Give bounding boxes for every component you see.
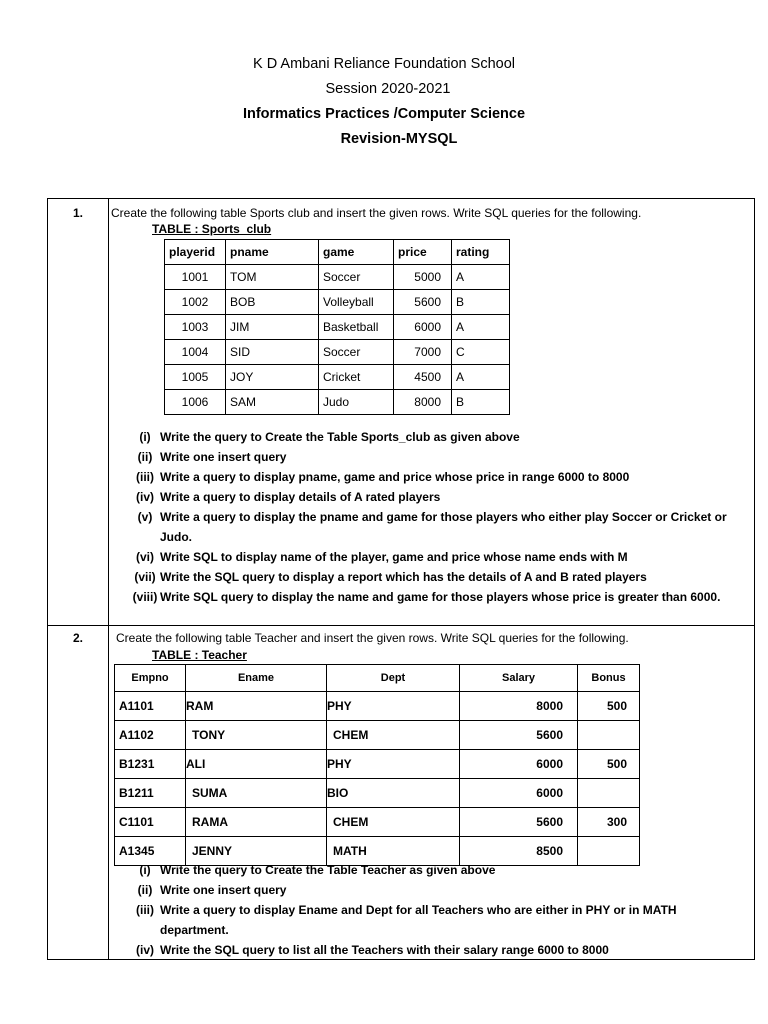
table-cell: 4500 xyxy=(394,365,452,390)
list-item xyxy=(132,587,752,607)
table-row xyxy=(115,721,640,750)
table-cell: CHEM xyxy=(327,808,460,837)
sports-club-table-label: TABLE : Sports_club xyxy=(152,222,272,236)
table-row xyxy=(115,750,640,779)
question-1-number: 1. xyxy=(72,206,83,220)
table-cell: 1006 xyxy=(165,390,226,415)
table-cell: 1004 xyxy=(165,340,226,365)
table-cell: BOB xyxy=(226,290,319,315)
table-cell: RAM xyxy=(186,692,327,721)
column-header: price xyxy=(394,240,452,265)
item-text: Write one insert query xyxy=(160,450,287,464)
table-cell: 8000 xyxy=(460,692,578,721)
table-cell: SID xyxy=(226,340,319,365)
table-cell: Cricket xyxy=(319,365,394,390)
list-item xyxy=(132,427,752,447)
table-header-row xyxy=(115,665,640,692)
item-text: Write SQL query to display the name and game for those players whose price is greater than 6000. xyxy=(160,590,721,604)
table-cell: SUMA xyxy=(186,779,327,808)
table-cell: A1345 xyxy=(115,837,186,866)
table-row xyxy=(115,808,640,837)
table-cell: 300 xyxy=(578,808,640,837)
question-2-number: 2. xyxy=(72,631,83,645)
table-cell: 1002 xyxy=(165,290,226,315)
table-cell: JENNY xyxy=(186,837,327,866)
table-cell: 1005 xyxy=(165,365,226,390)
table-cell: RAMA xyxy=(186,808,327,837)
table-cell: JIM xyxy=(226,315,319,340)
item-number: (i) xyxy=(139,430,151,444)
table-row xyxy=(165,340,510,365)
question-1-intro: Create the following table Sports club and insert the given rows. Write SQL queries for the following. xyxy=(111,206,642,220)
table-cell: C1101 xyxy=(115,808,186,837)
table-cell: PHY xyxy=(327,692,460,721)
item-number: (v) xyxy=(137,510,153,524)
table-cell: ALI xyxy=(186,750,327,779)
table-cell: 8500 xyxy=(460,837,578,866)
subject-line: Informatics Practices /Computer Science xyxy=(242,106,526,122)
item-number: (iii) xyxy=(136,470,154,484)
table-row xyxy=(165,315,510,340)
table-row xyxy=(165,290,510,315)
table-cell: Soccer xyxy=(319,265,394,290)
item-text: Write a query to display details of A rated players xyxy=(160,490,441,504)
table-cell: 500 xyxy=(578,750,640,779)
list-item xyxy=(132,860,752,880)
item-text: Write a query to display pname, game and price whose price in range 6000 to 8000 xyxy=(160,470,630,484)
list-item xyxy=(132,567,752,587)
column-header: rating xyxy=(452,240,510,265)
table-row xyxy=(165,265,510,290)
item-text: Write the query to Create the Table Teacher as given above xyxy=(160,863,496,877)
item-number: (vi) xyxy=(136,550,154,564)
item-number: (iv) xyxy=(136,490,154,504)
item-text: Write the SQL query to list all the Teachers with their salary range 6000 to 8000 xyxy=(160,943,609,957)
table-row xyxy=(115,692,640,721)
table-cell: Volleyball xyxy=(319,290,394,315)
table-cell xyxy=(578,721,640,750)
item-number: (ii) xyxy=(137,883,153,897)
sports-club-table xyxy=(164,239,510,415)
list-item xyxy=(132,547,752,567)
table-cell: 6000 xyxy=(394,315,452,340)
list-item xyxy=(132,487,752,507)
question-1-list xyxy=(132,427,752,607)
table-cell: TONY xyxy=(186,721,327,750)
table-cell: 7000 xyxy=(394,340,452,365)
item-text: Write SQL to display name of the player, game and price whose name ends with M xyxy=(160,550,628,564)
table-cell: Soccer xyxy=(319,340,394,365)
teacher-table-label: TABLE : Teacher xyxy=(152,648,247,662)
item-text: Write the SQL query to display a report which has the details of A and B rated players xyxy=(160,570,647,584)
list-item xyxy=(132,467,752,487)
row-divider xyxy=(48,625,754,626)
table-cell: A xyxy=(452,315,510,340)
table-cell: A xyxy=(452,365,510,390)
table-cell: PHY xyxy=(327,750,460,779)
item-number: (iii) xyxy=(136,903,154,917)
table-cell: 6000 xyxy=(460,750,578,779)
table-cell: A1102 xyxy=(115,721,186,750)
table-cell: B1231 xyxy=(115,750,186,779)
item-number: (i) xyxy=(139,863,151,877)
item-text: Write one insert query xyxy=(160,883,287,897)
table-cell: 1001 xyxy=(165,265,226,290)
list-item xyxy=(132,900,752,940)
table-cell: B xyxy=(452,290,510,315)
column-divider xyxy=(108,199,109,959)
table-cell: A xyxy=(452,265,510,290)
table-cell: 5600 xyxy=(394,290,452,315)
table-cell: 5000 xyxy=(394,265,452,290)
list-item xyxy=(132,880,752,900)
question-2-intro: Create the following table Teacher and insert the given rows. Write SQL queries for the following. xyxy=(116,631,629,645)
table-cell: CHEM xyxy=(327,721,460,750)
list-item xyxy=(132,507,752,547)
table-cell: B xyxy=(452,390,510,415)
revision-line: Revision-MYSQL xyxy=(340,131,458,147)
table-cell: B1211 xyxy=(115,779,186,808)
table-cell: JOY xyxy=(226,365,319,390)
column-header: Salary xyxy=(460,665,578,692)
table-cell: C xyxy=(452,340,510,365)
item-number: (iv) xyxy=(136,943,154,957)
document-header xyxy=(0,52,768,152)
table-cell: TOM xyxy=(226,265,319,290)
item-number: (vii) xyxy=(134,570,156,584)
table-cell: Basketball xyxy=(319,315,394,340)
table-cell: 1003 xyxy=(165,315,226,340)
table-cell: A1101 xyxy=(115,692,186,721)
item-text: Write a query to display the pname and game for those players who either play Soccer or Cricket or xyxy=(160,510,727,524)
table-cell: 5600 xyxy=(460,721,578,750)
list-item xyxy=(132,447,752,467)
column-header: Empno xyxy=(115,665,186,692)
item-text-continued: Judo. xyxy=(160,530,192,544)
item-number: (ii) xyxy=(137,450,153,464)
table-row xyxy=(115,779,640,808)
table-header-row xyxy=(165,240,510,265)
table-cell: 5600 xyxy=(460,808,578,837)
question-2-list xyxy=(132,860,752,960)
item-text: Write the query to Create the Table Sports_club as given above xyxy=(160,430,520,444)
table-row xyxy=(165,390,510,415)
questions-table xyxy=(47,198,755,960)
column-header: Bonus xyxy=(578,665,640,692)
table-cell: 8000 xyxy=(394,390,452,415)
table-cell: BIO xyxy=(327,779,460,808)
table-cell: MATH xyxy=(327,837,460,866)
item-text: Write a query to display Ename and Dept for all Teachers who are either in PHY or in MATH xyxy=(160,903,677,917)
column-header: pname xyxy=(226,240,319,265)
table-cell: 500 xyxy=(578,692,640,721)
list-item xyxy=(132,940,752,960)
column-header: Ename xyxy=(186,665,327,692)
teacher-table xyxy=(114,664,640,866)
column-header: playerid xyxy=(165,240,226,265)
column-header: Dept xyxy=(327,665,460,692)
session-line: Session 2020-2021 xyxy=(325,81,451,97)
item-text-continued: department. xyxy=(160,923,229,937)
item-number: (viii) xyxy=(132,590,158,604)
table-cell: SAM xyxy=(226,390,319,415)
table-cell: 6000 xyxy=(460,779,578,808)
column-header: game xyxy=(319,240,394,265)
school-name: K D Ambani Reliance Foundation School xyxy=(253,56,515,72)
table-row xyxy=(165,365,510,390)
table-cell: Judo xyxy=(319,390,394,415)
table-cell xyxy=(578,779,640,808)
